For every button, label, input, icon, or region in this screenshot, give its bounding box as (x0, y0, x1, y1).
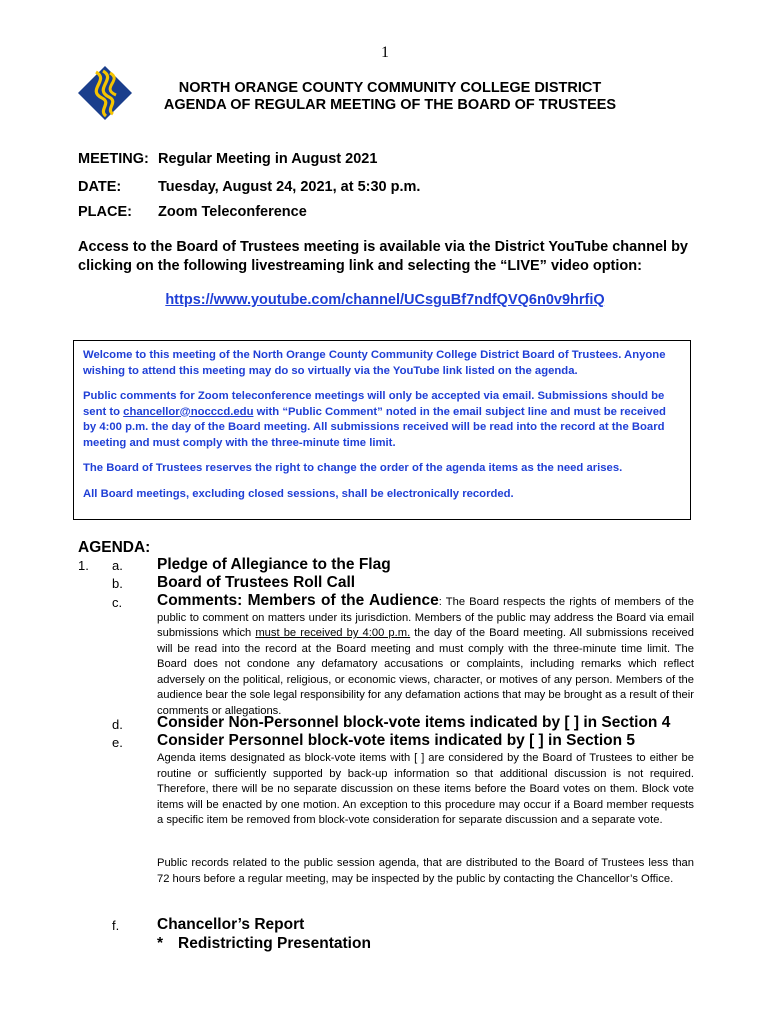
item-e-public-records: Public records related to the public session agenda, that are distributed to the Board of Trustees less than 72 hours before a regular meeting, may be inspected by the public by contacting the Chancellor’s Office. (157, 857, 694, 885)
item-c-text: the day of the Board meeting. All submissions received will be read into the record at the Board meeting and must comply with the three-minute time limit. The Board does not condone any defamatory accusations or complaints, including remarks which reflect adversely on the political, religious, or economic views, character, or motives of any person. Members of the audience bear the sole legal responsibility for any defamation actions that may be brought as a result of their comments or allegations. (157, 627, 694, 717)
item-e-title: Consider Personnel block-vote items indicated by [ ] in Section 5 (157, 732, 636, 749)
item-a-marker: a. (112, 558, 123, 573)
access-instructions: Access to the Board of Trustees meeting is available via the District YouTube channel by clicking on the following livestreaming link and selecting the “LIVE” video option: (78, 239, 688, 274)
meeting-row (78, 151, 377, 167)
item-a-title: Pledge of Allegiance to the Flag (157, 556, 391, 573)
item-f-sub-bullet: * (157, 935, 164, 952)
item-c-title: Comments: Members of the Audience (157, 592, 439, 609)
item-c-colon: : (438, 596, 442, 608)
item-c-marker: c. (112, 595, 123, 610)
item-c-body (157, 593, 694, 719)
place-label: PLACE: (78, 204, 132, 220)
notice-welcome: Welcome to this meeting of the North Orange County Community College District Board of Trustees. Anyone wishing to attend this meeting may do so virtually via the YouTube link listed on the agenda. (83, 349, 666, 377)
document-title (140, 80, 640, 114)
item-e-body: Agenda items designated as block-vote items with [ ] are considered by the Board of Trustees to either be routine or sufficiently supported by back-up information so that additional discussion is not required. Therefore, there will be no separate discussion on these items before the Board votes on them. Block vote items will be enacted by one motion. An exception to this procedure may occur if a Board member requests a specific item be removed from block-vote consideration for separate discussion and a separate vote. (157, 752, 694, 826)
district-logo (76, 64, 134, 122)
place-value: Zoom Teleconference (158, 204, 307, 220)
title-line-1: NORTH ORANGE COUNTY COMMUNITY COLLEGE DISTRICT (178, 80, 602, 96)
date-label: DATE: (78, 179, 122, 195)
meeting-label: MEETING: (78, 151, 149, 167)
youtube-link[interactable]: https://www.youtube.com/channel/UCsguBf7ndfQVQ6n0v9hrfiQ (165, 292, 605, 308)
item-f-sub: Redistricting Presentation (178, 935, 371, 952)
date-value: Tuesday, August 24, 2021, at 5:30 p.m. (158, 179, 421, 195)
agenda-heading: AGENDA: (78, 539, 151, 556)
item-d-title: Consider Non-Personnel block-vote items indicated by [ ] in Section 4 (157, 714, 671, 731)
date-row (78, 179, 420, 195)
item-c-deadline: must be received by 4:00 p.m. (255, 627, 411, 639)
item-b-title: Board of Trustees Roll Call (157, 574, 356, 591)
title-line-2: AGENDA OF REGULAR MEETING OF THE BOARD OF TRUSTEES (163, 97, 617, 113)
notice-text: Public comments for Zoom teleconference meetings will only be accepted via email. Submissions should be sent to (83, 390, 665, 418)
notice-recording: All Board meetings, excluding closed sessions, shall be electronically recorded. (83, 487, 514, 500)
notice-order: The Board of Trustees reserves the right to change the order of the agenda items as the need arises. (83, 462, 623, 474)
meeting-value: Regular Meeting in August 2021 (158, 151, 378, 167)
chancellor-email-link[interactable]: chancellor@nocccd.edu (123, 405, 254, 418)
notice-public-comments (83, 389, 681, 451)
place-row (78, 204, 307, 220)
item-f-title: Chancellor’s Report (157, 916, 305, 933)
notice-box (73, 340, 691, 520)
notice-text: with “Public Comment” noted in the email subject line and must be received by 4:00 p.m. the day of the Board meeting. All submissions received will be read into the record at the Board meeting and must comply with the three-minute time limit. (83, 405, 666, 449)
item-e-marker: e. (112, 735, 123, 750)
item-f-marker: f. (112, 918, 120, 933)
page-number: 1 (381, 44, 389, 61)
item-c-text: The Board respects the rights of members of the public to comment on matters under its jurisdiction. Members of the public may address the Board via email submissions which (157, 596, 694, 639)
item-d-marker: d. (112, 717, 123, 732)
item-number: 1. (78, 558, 89, 573)
item-b-marker: b. (112, 576, 123, 591)
